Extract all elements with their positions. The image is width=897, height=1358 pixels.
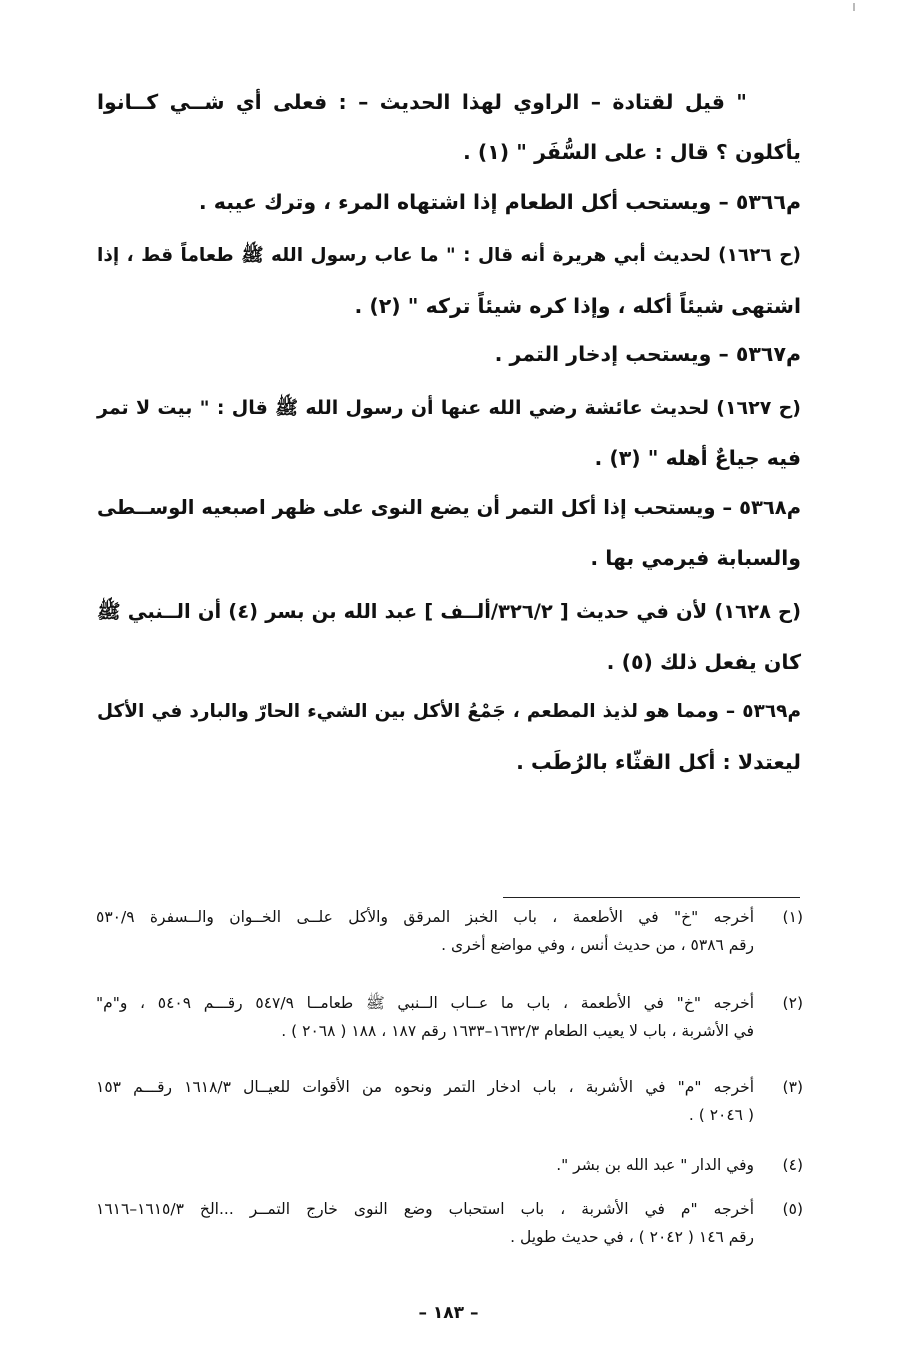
footnote-separator [503,897,800,898]
body-line: (ح ١٦٢٧) لحديث عائشة رضي الله عنها أن رسول الله ﷺ قال : " بيت لا تمر [97,397,801,419]
body-line: م٥٣٦٨ – ويستحب إذا أكل التمر أن يضع النوى على ظهر اصبعيه الوســطى [97,496,801,519]
body-line: اشتهى شيئاً أكله ، وإذا كره شيئاً تركه " (٢) . [354,294,801,318]
body-line: (ح ١٦٢٦) لحديث أبي هريرة أنه قال : " ما عاب رسول الله ﷺ طعاماً قط ، إذا [97,245,801,266]
footnote-line: أخرجه "م في الأشربة ، باب استحباب وضع النوى خارج التمــر ...الخ ١٦١٥/٣–١٦١٦ [96,1200,754,1218]
corner-mark [852,2,860,12]
footnote-line: رقم ٥٣٨٦ ، من حديث أنس ، وفي مواضع أخرى . [441,936,754,954]
footnote-line: ( ٢٠٤٦ ) . [688,1106,754,1124]
footnote-line: أخرجه "خ" في الأطعمة ، باب الخبز المرقق والأكل علــى الخــوان والــسفرة ٥٣٠/٩ [96,908,754,926]
footnote-line: وفي الدار " عبد الله بن بشر ". [556,1156,754,1174]
body-line: فيه جياعٌ أهله " (٣) . [594,446,801,470]
footnote-number: (١) [782,908,803,926]
footnote-line: أخرجه "م" في الأشربة ، باب ادخار التمر ونحوه من الأقوات للعيــال ١٦١٨/٣ رقـــم ١٥٣ [96,1078,755,1096]
page-number: – ١٨٣ – [418,1303,479,1323]
footnote-line: في الأشربة ، باب لا يعيب الطعام ١٦٣٢/٣–١٦٣٣ رقم ١٨٧ ، ١٨٨ ( ٢٠٦٨ ) . [281,1022,754,1040]
body-line: كان يفعل ذلك (٥) . [606,650,801,674]
footnote-number: (٣) [782,1078,803,1096]
body-line: يأكلون ؟ قال : على السُّفَر " (١) . [462,140,801,164]
footnote-number: (٤) [782,1156,803,1174]
footnote-number: (٥) [782,1200,803,1218]
body-line: والسبابة فيرمي بها . [590,546,801,570]
footnote-line: أخرجه "خ" في الأطعمة ، باب ما عــاب الــنبي ﷺ طعامــا ٥٤٧/٩ رقـــم ٥٤٠٩ ، و"م" [96,994,754,1012]
body-line: (ح ١٦٢٨) لأن في حديث [ ٣٢٦/٢/ألــف ] عبد الله بن بسر (٤) أن الــنبي ﷺ [97,600,801,623]
body-line: م٥٣٦٧ – ويستحب إدخار التمر . [494,342,801,366]
body-line: م٥٣٦٩ – ومما هو لذيذ المطعم ، جَمْعُ الأكل بين الشيء الحارّ والبارد في الأكل [97,701,801,722]
body-line: " قيل لقتادة – الراوي لهذا الحديث – : فعلى أي شــي كــانوا [97,90,747,114]
footnote-line: رقم ١٤٦ ( ٢٠٤٢ ) ، في حديث طويل . [510,1228,754,1246]
footnote-number: (٢) [782,994,803,1012]
body-line: م٥٣٦٦ – ويستحب أكل الطعام إذا اشتهاه المرء ، وترك عيبه . [198,190,801,214]
body-line: ليعتدلا : أكل القثّاء بالرُطَب . [516,750,801,774]
